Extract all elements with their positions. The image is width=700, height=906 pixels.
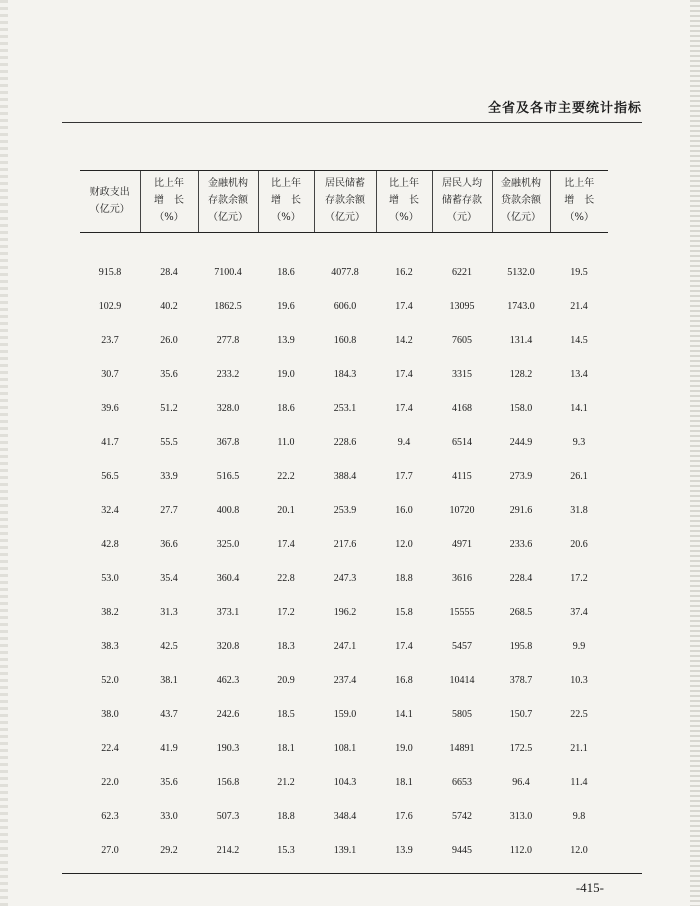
table-row (80, 289, 608, 323)
table-cell: 29.2 (160, 844, 178, 856)
table-cell: 43.7 (160, 708, 178, 720)
table-row (80, 595, 608, 629)
table-cell: 4077.8 (331, 266, 359, 278)
table-row (80, 833, 608, 867)
table-cell: 5132.0 (507, 266, 535, 278)
table-cell: 33.0 (160, 810, 178, 822)
table-cell: 184.3 (333, 368, 357, 380)
table-cell: 10414 (449, 674, 475, 686)
table-cell: 6653 (452, 776, 472, 788)
table-row (80, 697, 608, 731)
table-cell: 32.4 (101, 504, 119, 516)
table-cell: 17.6 (395, 810, 413, 822)
table-cell: 158.0 (509, 402, 533, 414)
column-header: 金融机构 贷款余额 （亿元） (492, 171, 550, 233)
table-cell: 14891 (449, 742, 475, 754)
table-row (80, 799, 608, 833)
table-cell: 38.2 (101, 606, 119, 618)
table-cell: 28.4 (160, 266, 178, 278)
table-cell: 18.1 (277, 742, 295, 754)
table-row (80, 357, 608, 391)
table-cell: 19.6 (277, 300, 295, 312)
table-cell: 10720 (449, 504, 475, 516)
table-body (80, 233, 608, 868)
table-cell: 13.9 (277, 334, 295, 346)
table-cell: 17.2 (277, 606, 295, 618)
table-cell: 62.3 (101, 810, 119, 822)
header-divider (62, 122, 642, 123)
table-row (80, 459, 608, 493)
table-cell: 20.9 (277, 674, 295, 686)
table-row (80, 731, 608, 765)
table-cell: 320.8 (216, 640, 240, 652)
table-cell: 35.4 (160, 572, 178, 584)
table-cell: 18.6 (277, 402, 295, 414)
table-cell: 247.1 (333, 640, 357, 652)
table-cell: 268.5 (509, 606, 533, 618)
column-header: 比上年 增 长 （%） (376, 171, 432, 233)
table-cell: 27.7 (160, 504, 178, 516)
table-cell: 37.4 (570, 606, 588, 618)
table-cell: 42.8 (101, 538, 119, 550)
table-cell: 35.6 (160, 776, 178, 788)
table-cell: 17.4 (395, 300, 413, 312)
table-cell: 3616 (452, 572, 472, 584)
table-cell: 7605 (452, 334, 472, 346)
table-cell: 4115 (452, 470, 472, 482)
table-cell: 253.9 (333, 504, 357, 516)
table-row (80, 391, 608, 425)
table-cell: 325.0 (216, 538, 240, 550)
table-cell: 18.8 (277, 810, 295, 822)
table-row (80, 629, 608, 663)
table-cell: 19.5 (570, 266, 588, 278)
table-cell: 15.8 (395, 606, 413, 618)
table-cell: 38.3 (101, 640, 119, 652)
table-cell: 14.5 (570, 334, 588, 346)
table-cell: 5457 (452, 640, 472, 652)
table-cell: 15555 (449, 606, 475, 618)
table-cell: 244.9 (509, 436, 533, 448)
table-cell: 14.1 (395, 708, 413, 720)
table-cell: 17.7 (395, 470, 413, 482)
table-cell: 388.4 (333, 470, 357, 482)
table-row (80, 323, 608, 357)
table-cell: 27.0 (101, 844, 119, 856)
table-row (80, 561, 608, 595)
table-cell: 253.1 (333, 402, 357, 414)
table-cell: 348.4 (333, 810, 357, 822)
table-cell: 507.3 (216, 810, 240, 822)
table-cell: 313.0 (509, 810, 533, 822)
table-cell: 915.8 (98, 266, 122, 278)
table-cell: 195.8 (509, 640, 533, 652)
column-header: 比上年 增 长 （%） (258, 171, 314, 233)
table-cell: 15.3 (277, 844, 295, 856)
table-cell: 30.7 (101, 368, 119, 380)
scan-edge-right (690, 0, 700, 906)
table-cell: 462.3 (216, 674, 240, 686)
table-cell: 10.3 (570, 674, 588, 686)
table-cell: 53.0 (101, 572, 119, 584)
table-cell: 242.6 (216, 708, 240, 720)
table-cell: 33.9 (160, 470, 178, 482)
table-cell: 12.0 (570, 844, 588, 856)
table-cell: 128.2 (509, 368, 533, 380)
table-cell: 18.8 (395, 572, 413, 584)
table-cell: 20.6 (570, 538, 588, 550)
table-cell: 328.0 (216, 402, 240, 414)
table-cell: 18.6 (277, 266, 295, 278)
table-cell: 26.0 (160, 334, 178, 346)
table-cell: 20.1 (277, 504, 295, 516)
table-cell: 3315 (452, 368, 472, 380)
table-cell: 228.4 (509, 572, 533, 584)
table-cell: 14.1 (570, 402, 588, 414)
table-cell: 606.0 (333, 300, 357, 312)
table-cell: 7100.4 (214, 266, 242, 278)
table-cell: 31.3 (160, 606, 178, 618)
table-cell: 51.2 (160, 402, 178, 414)
table-cell: 156.8 (216, 776, 240, 788)
table-cell: 55.5 (160, 436, 178, 448)
table-cell: 1743.0 (507, 300, 535, 312)
table-row (80, 663, 608, 697)
table-cell: 17.4 (395, 368, 413, 380)
column-header: 居民储蓄 存款余额 （亿元） (314, 171, 376, 233)
table-cell: 273.9 (509, 470, 533, 482)
table-cell: 22.5 (570, 708, 588, 720)
column-header: 居民人均 储蓄存款 （元） (432, 171, 492, 233)
column-header: 金融机构 存款余额 （亿元） (198, 171, 258, 233)
table-cell: 17.2 (570, 572, 588, 584)
table-cell: 38.1 (160, 674, 178, 686)
table-cell: 160.8 (333, 334, 357, 346)
table-cell: 19.0 (277, 368, 295, 380)
table-cell: 237.4 (333, 674, 357, 686)
table-cell: 150.7 (509, 708, 533, 720)
table-cell: 17.4 (395, 402, 413, 414)
table-cell: 13095 (449, 300, 475, 312)
table-row (80, 765, 608, 799)
table-cell: 400.8 (216, 504, 240, 516)
table-cell: 233.2 (216, 368, 240, 380)
table-cell: 12.0 (395, 538, 413, 550)
table-cell: 96.4 (512, 776, 530, 788)
table-cell: 102.9 (98, 300, 122, 312)
table-cell: 159.0 (333, 708, 357, 720)
table-cell: 5742 (452, 810, 472, 822)
table-cell: 22.2 (277, 470, 295, 482)
table-cell: 9.3 (572, 436, 586, 448)
table-cell: 14.2 (395, 334, 413, 346)
table-cell: 360.4 (216, 572, 240, 584)
column-header: 比上年 增 长 （%） (140, 171, 198, 233)
table-cell: 38.0 (101, 708, 119, 720)
table-cell: 5805 (452, 708, 472, 720)
column-header: 财政支出 （亿元） (80, 171, 140, 233)
table-cell: 22.4 (101, 742, 119, 754)
table-cell: 13.4 (570, 368, 588, 380)
table-cell: 196.2 (333, 606, 357, 618)
table-cell: 16.8 (395, 674, 413, 686)
table-cell: 35.6 (160, 368, 178, 380)
table-cell: 9.4 (397, 436, 411, 448)
table-cell: 22.8 (277, 572, 295, 584)
table-cell: 18.5 (277, 708, 295, 720)
table-cell: 1862.5 (214, 300, 242, 312)
table-cell: 18.1 (395, 776, 413, 788)
table-cell: 367.8 (216, 436, 240, 448)
table-cell: 6221 (452, 266, 472, 278)
table-cell: 17.4 (277, 538, 295, 550)
table-cell: 13.9 (395, 844, 413, 856)
table-cell: 21.1 (570, 742, 588, 754)
table-cell: 42.5 (160, 640, 178, 652)
table-cell: 11.0 (277, 436, 295, 448)
table-cell: 228.6 (333, 436, 357, 448)
table-cell: 18.3 (277, 640, 295, 652)
table-cell: 247.3 (333, 572, 357, 584)
table-cell: 16.0 (395, 504, 413, 516)
table-cell: 373.1 (216, 606, 240, 618)
table-cell: 39.6 (101, 402, 119, 414)
table-cell: 11.4 (570, 776, 588, 788)
scan-edge-left (0, 0, 8, 906)
table-cell: 131.4 (509, 334, 533, 346)
table-row (80, 233, 608, 290)
table-cell: 41.9 (160, 742, 178, 754)
table-cell: 19.0 (395, 742, 413, 754)
table-cell: 52.0 (101, 674, 119, 686)
table-row (80, 425, 608, 459)
table-cell: 378.7 (509, 674, 533, 686)
table-cell: 104.3 (333, 776, 357, 788)
table-cell: 31.8 (570, 504, 588, 516)
table-cell: 4971 (452, 538, 472, 550)
table-cell: 277.8 (216, 334, 240, 346)
table-cell: 9445 (452, 844, 472, 856)
table-cell: 56.5 (101, 470, 119, 482)
table-cell: 40.2 (160, 300, 178, 312)
table-cell: 112.0 (509, 844, 533, 856)
table-cell: 26.1 (570, 470, 588, 482)
table-cell: 214.2 (216, 844, 240, 856)
table-row (80, 527, 608, 561)
table-cell: 36.6 (160, 538, 178, 550)
table-row (80, 493, 608, 527)
table-cell: 16.2 (395, 266, 413, 278)
table-cell: 21.2 (277, 776, 295, 788)
table-header-row (80, 171, 608, 233)
column-header: 比上年 增 长 （%） (550, 171, 608, 233)
table-cell: 9.8 (572, 810, 586, 822)
table-cell: 108.1 (333, 742, 357, 754)
table-cell: 23.7 (101, 334, 119, 346)
page-number: -415- (575, 880, 604, 895)
table-cell: 139.1 (333, 844, 357, 856)
table-cell: 22.0 (101, 776, 119, 788)
footer-divider (62, 873, 642, 874)
table-cell: 41.7 (101, 436, 119, 448)
table-cell: 291.6 (509, 504, 533, 516)
table-cell: 4168 (452, 402, 472, 414)
table-cell: 217.6 (333, 538, 357, 550)
table-cell: 9.9 (572, 640, 586, 652)
table-cell: 233.6 (509, 538, 533, 550)
table-cell: 516.5 (216, 470, 240, 482)
statistics-table (80, 170, 608, 867)
table-cell: 190.3 (216, 742, 240, 754)
page-header-title: 全省及各市主要统计指标 (487, 101, 642, 116)
table-cell: 21.4 (570, 300, 588, 312)
table-cell: 172.5 (509, 742, 533, 754)
table-cell: 17.4 (395, 640, 413, 652)
table-cell: 6514 (452, 436, 472, 448)
